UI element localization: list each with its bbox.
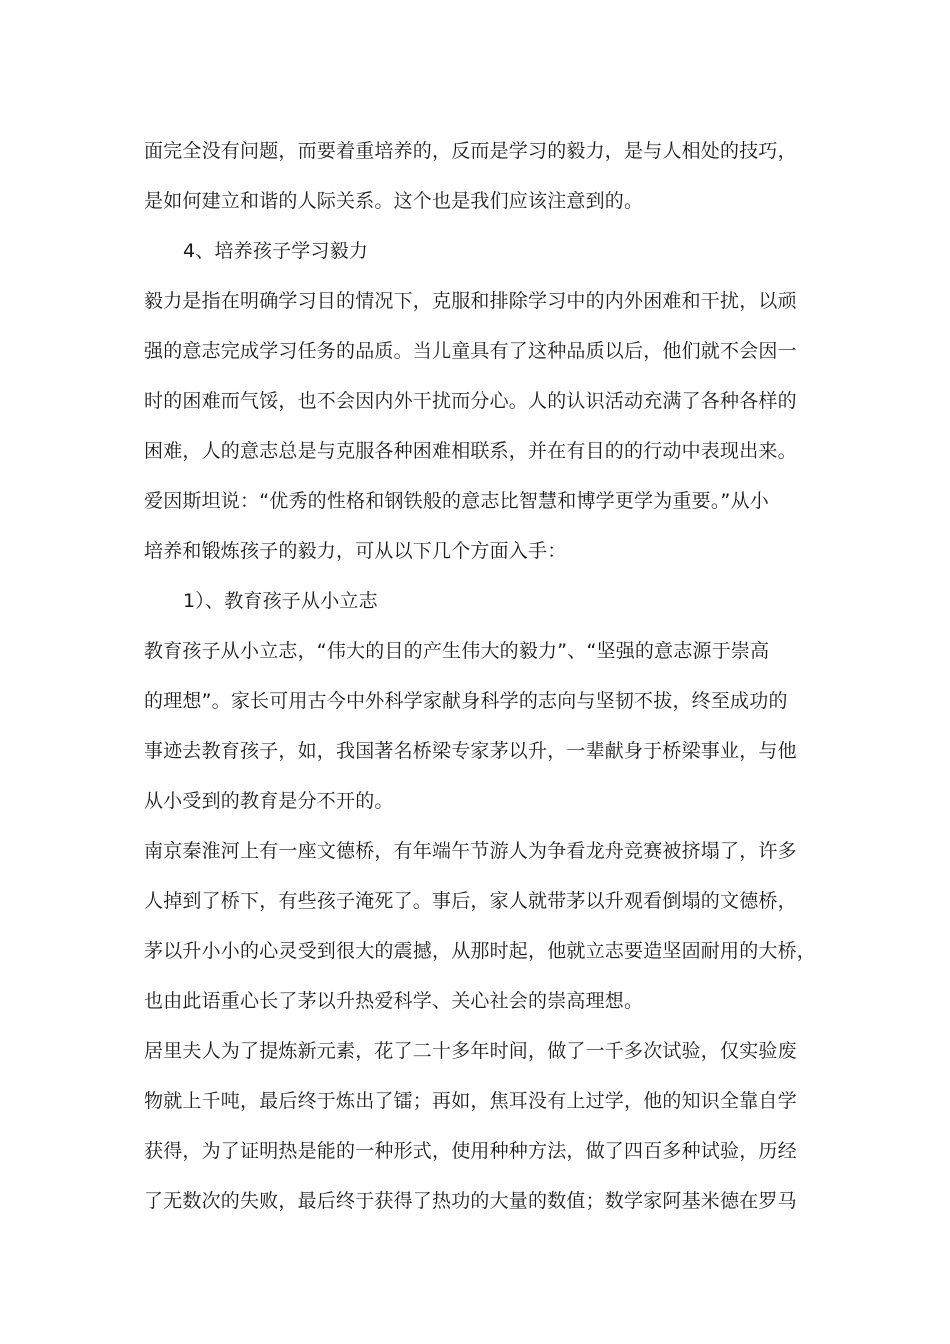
- text-line: 培养和锻炼孩子的毅力，可从以下几个方面入手：: [144, 540, 567, 562]
- text-line: 也由此语重心长了茅以升热爱科学、关心社会的崇高理想。: [144, 990, 644, 1012]
- text-line: 南京秦淮河上有一座文德桥，有年端午节游人为争看龙舟竞赛被挤塌了，许多: [144, 840, 797, 862]
- subsection-heading: 1）、教育孩子从小立志: [183, 590, 378, 612]
- text-line: 时的困难而气馁，也不会因内外干扰而分心。人的认识活动充满了各种各样的: [144, 390, 797, 412]
- text-line: 爱因斯坦说：“优秀的性格和钢铁般的意志比智慧和博学更学为重要。”从小: [144, 490, 769, 512]
- text-line: 物就上千吨，最后终于炼出了镭；再如，焦耳没有上过学，他的知识全靠自学: [144, 1090, 797, 1112]
- text-line: 是如何建立和谐的人际关系。这个也是我们应该注意到的。: [144, 190, 644, 212]
- text-line: 获得，为了证明热是能的一种形式，使用种种方法，做了四百多种试验，历经: [144, 1140, 797, 1162]
- text-line: 强的意志完成学习任务的品质。当儿童具有了这种品质以后，他们就不会因一: [144, 340, 797, 362]
- text-line: 教育孩子从小立志，“伟大的目的产生伟大的毅力”、“坚强的意志源于崇高: [144, 640, 770, 662]
- text-line: 茅以升小小的心灵受到很大的震撼，从那时起，他就立志要造坚固耐用的大桥，: [144, 940, 817, 962]
- text-line: 了无数次的失败，最后终于获得了热功的大量的数值；数学家阿基米德在罗马: [144, 1190, 797, 1212]
- section-heading: 4、培养孩子学习毅力: [183, 240, 369, 262]
- text-line: 的理想”。家长可用古今中外科学家献身科学的志向与坚韧不拔，终至成功的: [144, 690, 788, 712]
- text-line: 面完全没有问题，而要着重培养的，反而是学习的毅力，是与人相处的技巧，: [144, 140, 797, 162]
- text-line: 居里夫人为了提炼新元素，花了二十多年时间，做了一千多次试验，仅实验废: [144, 1040, 797, 1062]
- text-line: 困难，人的意志总是与克服各种困难相联系，并在有目的的行动中表现出来。: [144, 440, 797, 462]
- text-line: 事迹去教育孩子，如，我国著名桥梁专家茅以升，一辈献身于桥梁事业，与他: [144, 740, 797, 762]
- text-line: 人掉到了桥下，有些孩子淹死了。事后，家人就带茅以升观看倒塌的文德桥，: [144, 890, 797, 912]
- text-line: 毅力是指在明确学习目的情况下，克服和排除学习中的内外困难和干扰，以顽: [144, 290, 797, 312]
- text-line: 从小受到的教育是分不开的。: [144, 790, 394, 812]
